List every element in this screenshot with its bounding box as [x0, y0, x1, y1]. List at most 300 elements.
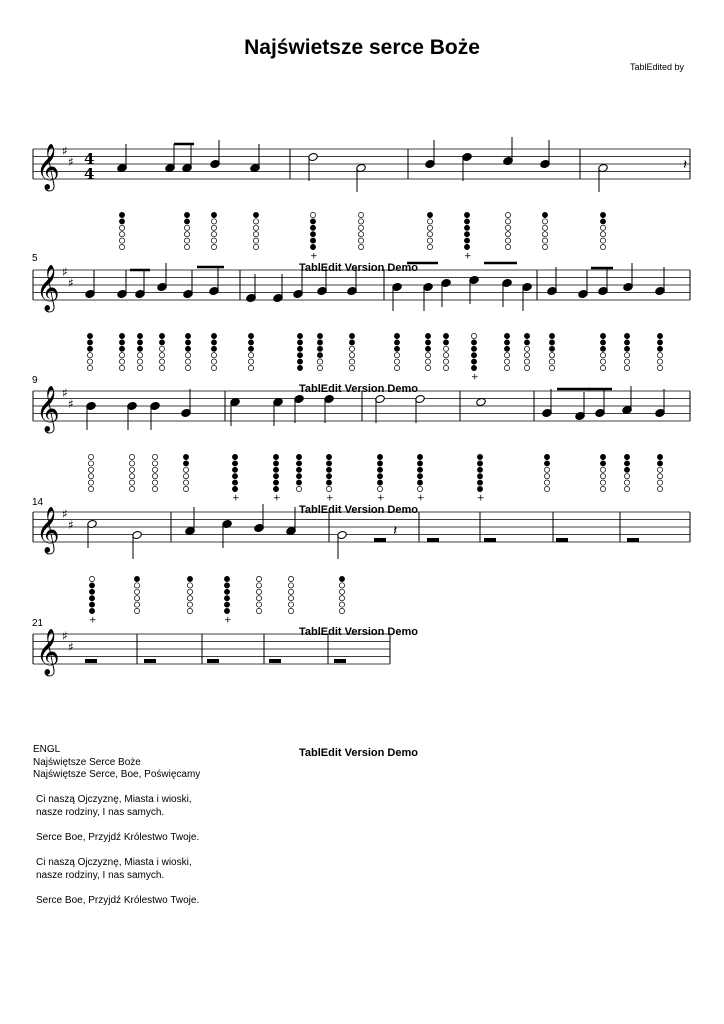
sharp-icon: ♯ [62, 265, 68, 279]
tab-hole-open-icon [288, 608, 293, 613]
tab-hole-open-icon [427, 219, 432, 224]
tab-hole-open-icon [349, 353, 354, 358]
tab-hole-open-icon [624, 474, 629, 479]
rest-icon [627, 538, 639, 542]
tab-hole-open-icon [394, 353, 399, 358]
tab-hole-open-icon [152, 461, 157, 466]
tab-hole-closed-icon [183, 454, 188, 459]
tab-hole-closed-icon [471, 353, 476, 358]
tab-hole-closed-icon [524, 340, 529, 345]
tab-hole-closed-icon [185, 340, 190, 345]
tab-hole-closed-icon [464, 219, 469, 224]
sharp-icon: ♯ [68, 518, 74, 532]
quarter-rest-icon: 𝄽 [393, 523, 398, 539]
tab-hole-open-icon [657, 474, 662, 479]
tab-hole-closed-icon [471, 365, 476, 370]
plus-icon: + [464, 251, 472, 262]
tab-hole-open-icon [183, 467, 188, 472]
tab-hole-open-icon [425, 353, 430, 358]
rest-icon [144, 659, 156, 663]
tab-hole-closed-icon [624, 346, 629, 351]
tab-hole-closed-icon [273, 467, 278, 472]
tab-hole-closed-icon [377, 467, 382, 472]
tab-hole-closed-icon [137, 346, 142, 351]
tab-hole-open-icon [88, 480, 93, 485]
sharp-icon: ♯ [62, 144, 68, 158]
tab-hole-open-icon [549, 365, 554, 370]
tab-hole-open-icon [657, 353, 662, 358]
tab-hole-open-icon [134, 608, 139, 613]
tab-hole-closed-icon [464, 225, 469, 230]
tab-hole-closed-icon [273, 480, 278, 485]
system-number-14: 14 [32, 497, 44, 508]
tab-hole-closed-icon [443, 333, 448, 338]
tab-hole-closed-icon [504, 340, 509, 345]
watermark-1: TablEdit Version Demo [299, 262, 418, 274]
tab-hole-open-icon [600, 225, 605, 230]
tab-hole-open-icon [657, 365, 662, 370]
tab-hole-closed-icon [184, 212, 189, 217]
watermark-5: TablEdit Version Demo [299, 747, 418, 759]
tab-hole-open-icon [88, 467, 93, 472]
tab-hole-open-icon [544, 480, 549, 485]
tab-hole-open-icon [600, 353, 605, 358]
tab-hole-open-icon [248, 353, 253, 358]
lyrics-line: Serce Boe, Przyjdź Królestwo Twoje. [36, 832, 200, 844]
tab-hole-closed-icon [297, 359, 302, 364]
tab-hole-closed-icon [417, 480, 422, 485]
tab-hole-open-icon [256, 583, 261, 588]
time-sig-top: 4 [84, 150, 95, 168]
rest-icon [334, 659, 346, 663]
tab-hole-open-icon [88, 454, 93, 459]
tab-hole-closed-icon [339, 576, 344, 581]
tab-hole-open-icon [339, 596, 344, 601]
tab-hole-open-icon [211, 238, 216, 243]
tab-hole-closed-icon [464, 238, 469, 243]
tab-hole-closed-icon [296, 474, 301, 479]
tab-hole-open-icon [349, 346, 354, 351]
rest-icon [427, 538, 439, 542]
tab-hole-closed-icon [119, 340, 124, 345]
tab-hole-closed-icon [394, 340, 399, 345]
tab-hole-open-icon [443, 359, 448, 364]
tab-hole-closed-icon [273, 454, 278, 459]
tab-hole-open-icon [187, 583, 192, 588]
tab-hole-open-icon [317, 365, 322, 370]
tab-hole-open-icon [339, 602, 344, 607]
tab-hole-open-icon [544, 486, 549, 491]
tab-hole-open-icon [152, 486, 157, 491]
plus-icon: + [224, 615, 232, 626]
tab-hole-open-icon [253, 238, 258, 243]
tab-hole-open-icon [211, 353, 216, 358]
tab-hole-open-icon [600, 480, 605, 485]
tab-hole-open-icon [184, 244, 189, 249]
tab-hole-closed-icon [232, 486, 237, 491]
tab-hole-closed-icon [417, 461, 422, 466]
tab-hole-closed-icon [477, 480, 482, 485]
tab-hole-open-icon [549, 353, 554, 358]
tab-hole-open-icon [211, 219, 216, 224]
plus-icon: + [377, 493, 385, 504]
tab-hole-open-icon [339, 589, 344, 594]
tab-hole-open-icon [358, 232, 363, 237]
tab-hole-open-icon [600, 244, 605, 249]
sharp-icon: ♯ [68, 397, 74, 411]
tab-hole-open-icon [119, 238, 124, 243]
tab-hole-closed-icon [657, 340, 662, 345]
treble-clef-icon: 𝄞 [36, 629, 60, 675]
tab-hole-closed-icon [224, 602, 229, 607]
tab-hole-closed-icon [549, 340, 554, 345]
tab-hole-open-icon [427, 238, 432, 243]
tab-hole-open-icon [657, 480, 662, 485]
tab-hole-open-icon [159, 353, 164, 358]
tab-hole-closed-icon [87, 340, 92, 345]
tab-hole-open-icon [427, 244, 432, 249]
tab-hole-closed-icon [542, 212, 547, 217]
tab-hole-closed-icon [224, 589, 229, 594]
tab-hole-closed-icon [464, 232, 469, 237]
tab-hole-open-icon [87, 353, 92, 358]
tab-hole-closed-icon [624, 454, 629, 459]
tab-hole-open-icon [317, 359, 322, 364]
lyrics-line: Najświętsze Serce, Boe, Poświęcamy [33, 769, 201, 781]
tab-hole-open-icon [425, 359, 430, 364]
tab-hole-closed-icon [600, 333, 605, 338]
tab-hole-closed-icon [657, 461, 662, 466]
plus-icon: + [417, 493, 425, 504]
tab-hole-closed-icon [326, 454, 331, 459]
tab-hole-open-icon [443, 365, 448, 370]
tab-hole-open-icon [443, 353, 448, 358]
tab-hole-open-icon [524, 359, 529, 364]
tab-hole-open-icon [88, 474, 93, 479]
tab-hole-closed-icon [477, 467, 482, 472]
tab-hole-open-icon [524, 346, 529, 351]
plus-icon: + [310, 251, 318, 262]
tab-hole-closed-icon [349, 340, 354, 345]
system-number-21: 21 [32, 618, 44, 629]
tab-hole-closed-icon [600, 454, 605, 459]
tab-hole-closed-icon [417, 454, 422, 459]
tab-hole-closed-icon [224, 576, 229, 581]
tab-hole-closed-icon [394, 346, 399, 351]
tab-hole-open-icon [544, 467, 549, 472]
tab-hole-open-icon [187, 602, 192, 607]
tab-hole-open-icon [119, 232, 124, 237]
tab-hole-open-icon [600, 232, 605, 237]
tab-hole-closed-icon [273, 474, 278, 479]
tab-hole-open-icon [394, 359, 399, 364]
tab-hole-open-icon [184, 225, 189, 230]
tab-hole-open-icon [505, 219, 510, 224]
tab-hole-open-icon [152, 480, 157, 485]
tab-hole-closed-icon [349, 333, 354, 338]
lyrics-block [33, 744, 200, 908]
tab-hole-open-icon [358, 219, 363, 224]
tab-hole-closed-icon [185, 333, 190, 338]
tab-hole-open-icon [88, 486, 93, 491]
tab-hole-open-icon [211, 365, 216, 370]
watermark-2: TablEdit Version Demo [299, 383, 418, 395]
tab-hole-closed-icon [310, 238, 315, 243]
tab-hole-open-icon [624, 359, 629, 364]
tab-hole-closed-icon [232, 467, 237, 472]
tab-hole-open-icon [248, 365, 253, 370]
time-signature [84, 150, 94, 183]
tab-hole-open-icon [471, 333, 476, 338]
tab-hole-open-icon [256, 608, 261, 613]
tab-hole-open-icon [152, 474, 157, 479]
tab-hole-closed-icon [310, 232, 315, 237]
sharp-icon: ♯ [62, 507, 68, 521]
tab-hole-closed-icon [326, 480, 331, 485]
tab-hole-open-icon [657, 359, 662, 364]
tab-hole-open-icon [624, 480, 629, 485]
tab-hole-closed-icon [471, 359, 476, 364]
tab-hole-open-icon [524, 365, 529, 370]
tab-hole-open-icon [183, 486, 188, 491]
tab-hole-closed-icon [624, 333, 629, 338]
tab-hole-closed-icon [134, 576, 139, 581]
tab-hole-closed-icon [224, 583, 229, 588]
tab-hole-closed-icon [119, 333, 124, 338]
tab-hole-open-icon [129, 454, 134, 459]
tab-hole-closed-icon [232, 474, 237, 479]
tab-hole-open-icon [339, 608, 344, 613]
tab-hole-open-icon [256, 589, 261, 594]
tab-hole-open-icon [211, 359, 216, 364]
tab-hole-closed-icon [377, 474, 382, 479]
tab-hole-closed-icon [310, 219, 315, 224]
song-title: Najświetsze serce Boże [244, 36, 480, 59]
tab-hole-closed-icon [297, 340, 302, 345]
treble-clef-icon: 𝄞 [36, 265, 60, 311]
tab-hole-open-icon [504, 353, 509, 358]
tab-hole-closed-icon [89, 608, 94, 613]
tab-hole-open-icon [159, 346, 164, 351]
tab-hole-open-icon [185, 365, 190, 370]
tab-hole-closed-icon [394, 333, 399, 338]
tab-hole-closed-icon [296, 454, 301, 459]
tab-hole-open-icon [137, 353, 142, 358]
tab-hole-open-icon [253, 219, 258, 224]
tab-hole-closed-icon [297, 346, 302, 351]
lyrics-line: nasze rodziny, I nas samych. [36, 806, 165, 818]
tab-hole-open-icon [377, 486, 382, 491]
tab-hole-open-icon [288, 602, 293, 607]
lyrics-line: Ci naszą Ojczyznę, Miasta i wioski, [36, 794, 192, 806]
tab-hole-closed-icon [377, 454, 382, 459]
tab-hole-open-icon [358, 244, 363, 249]
tab-hole-open-icon [256, 576, 261, 581]
tab-hole-closed-icon [600, 346, 605, 351]
sharp-icon: ♯ [62, 629, 68, 643]
tab-hole-closed-icon [425, 340, 430, 345]
tab-hole-open-icon [134, 596, 139, 601]
tab-hole-open-icon [600, 359, 605, 364]
tab-hole-open-icon [129, 474, 134, 479]
tab-hole-open-icon [288, 576, 293, 581]
sharp-icon: ♯ [68, 640, 74, 654]
watermark-4: TablEdit Version Demo [299, 626, 418, 638]
tab-hole-closed-icon [119, 212, 124, 217]
tab-hole-closed-icon [89, 602, 94, 607]
tab-hole-open-icon [358, 225, 363, 230]
tab-hole-closed-icon [187, 576, 192, 581]
tab-hole-open-icon [119, 225, 124, 230]
tab-hole-closed-icon [549, 346, 554, 351]
tab-hole-open-icon [211, 225, 216, 230]
tab-hole-closed-icon [326, 461, 331, 466]
tab-hole-closed-icon [477, 486, 482, 491]
treble-clef-icon: 𝄞 [36, 507, 60, 553]
tab-hole-open-icon [504, 359, 509, 364]
tab-hole-open-icon [657, 486, 662, 491]
rest-icon [269, 659, 281, 663]
tab-hole-closed-icon [211, 340, 216, 345]
tab-hole-closed-icon [248, 340, 253, 345]
tab-hole-open-icon [288, 596, 293, 601]
tab-hole-open-icon [358, 238, 363, 243]
tab-hole-open-icon [129, 461, 134, 466]
sharp-icon: ♯ [68, 155, 74, 169]
tab-hole-closed-icon [504, 333, 509, 338]
tab-hole-open-icon [542, 238, 547, 243]
tab-hole-closed-icon [89, 589, 94, 594]
tab-hole-closed-icon [89, 583, 94, 588]
tab-hole-open-icon [624, 486, 629, 491]
tab-hole-closed-icon [119, 346, 124, 351]
tab-hole-open-icon [600, 486, 605, 491]
tab-hole-open-icon [256, 602, 261, 607]
quarter-rest-icon: 𝄽 [683, 157, 688, 173]
rest-icon [207, 659, 219, 663]
tab-hole-closed-icon [600, 212, 605, 217]
tab-hole-open-icon [253, 225, 258, 230]
tab-hole-open-icon [134, 583, 139, 588]
tab-hole-closed-icon [248, 346, 253, 351]
tab-hole-open-icon [624, 365, 629, 370]
tab-hole-closed-icon [296, 461, 301, 466]
sharp-icon: ♯ [68, 276, 74, 290]
tab-hole-open-icon [417, 486, 422, 491]
tab-hole-open-icon [119, 244, 124, 249]
plus-icon: + [471, 372, 479, 383]
tab-hole-open-icon [256, 596, 261, 601]
tab-hole-open-icon [187, 589, 192, 594]
tab-hole-closed-icon [624, 340, 629, 345]
tab-hole-closed-icon [137, 340, 142, 345]
sharp-icon: ♯ [62, 386, 68, 400]
tab-hole-open-icon [159, 359, 164, 364]
tab-hole-closed-icon [427, 212, 432, 217]
rest-icon [85, 659, 97, 663]
rest-icon [556, 538, 568, 542]
tab-hole-open-icon [339, 583, 344, 588]
tab-hole-open-icon [134, 589, 139, 594]
tab-hole-open-icon [211, 244, 216, 249]
tab-hole-open-icon [119, 353, 124, 358]
tab-hole-open-icon [87, 365, 92, 370]
tab-hole-open-icon [129, 467, 134, 472]
tab-hole-closed-icon [232, 480, 237, 485]
tab-hole-closed-icon [657, 346, 662, 351]
tab-hole-open-icon [137, 365, 142, 370]
tab-hole-open-icon [443, 346, 448, 351]
tab-hole-closed-icon [211, 333, 216, 338]
tab-hole-closed-icon [600, 219, 605, 224]
tab-hole-open-icon [505, 244, 510, 249]
tab-hole-open-icon [159, 365, 164, 370]
tab-hole-closed-icon [310, 225, 315, 230]
plus-icon: + [477, 493, 485, 504]
tab-hole-open-icon [505, 225, 510, 230]
tab-hole-open-icon [425, 365, 430, 370]
tab-hole-open-icon [624, 353, 629, 358]
tab-hole-closed-icon [477, 474, 482, 479]
tab-hole-closed-icon [544, 454, 549, 459]
lyrics-line: Ci naszą Ojczyznę, Miasta i wioski, [36, 857, 192, 869]
system-number-9: 9 [32, 375, 38, 386]
tab-hole-closed-icon [296, 480, 301, 485]
tab-hole-closed-icon [600, 461, 605, 466]
tab-hole-open-icon [248, 359, 253, 364]
tab-hole-open-icon [129, 486, 134, 491]
tab-hole-closed-icon [549, 333, 554, 338]
tab-hole-open-icon [600, 365, 605, 370]
tab-hole-closed-icon [624, 467, 629, 472]
rest-icon [484, 538, 496, 542]
tab-hole-open-icon [119, 365, 124, 370]
tab-hole-open-icon [544, 474, 549, 479]
tab-hole-closed-icon [600, 340, 605, 345]
tab-hole-closed-icon [273, 461, 278, 466]
tab-hole-open-icon [542, 219, 547, 224]
tab-hole-open-icon [326, 486, 331, 491]
tab-hole-closed-icon [477, 461, 482, 466]
tab-hole-open-icon [505, 212, 510, 217]
tab-hole-closed-icon [211, 346, 216, 351]
tab-hole-open-icon [137, 359, 142, 364]
tab-hole-closed-icon [87, 346, 92, 351]
tab-hole-closed-icon [211, 212, 216, 217]
tab-hole-closed-icon [317, 340, 322, 345]
lyrics-line: nasze rodziny, I nas samych. [36, 869, 165, 881]
tab-hole-closed-icon [657, 333, 662, 338]
tab-hole-open-icon [296, 486, 301, 491]
tab-hole-closed-icon [232, 461, 237, 466]
tab-hole-closed-icon [471, 340, 476, 345]
tab-hole-open-icon [505, 232, 510, 237]
tab-hole-open-icon [253, 244, 258, 249]
tab-hole-open-icon [542, 225, 547, 230]
tab-hole-open-icon [288, 589, 293, 594]
tab-hole-open-icon [657, 467, 662, 472]
watermark-3: TablEdit Version Demo [299, 504, 418, 516]
tab-hole-open-icon [600, 467, 605, 472]
tab-hole-closed-icon [273, 486, 278, 491]
lyrics-line: Najświętsze Serce Boże [33, 756, 141, 768]
tab-hole-open-icon [185, 359, 190, 364]
tab-hole-open-icon [185, 353, 190, 358]
tab-hole-closed-icon [232, 454, 237, 459]
tab-hole-closed-icon [443, 340, 448, 345]
credit-text: TablEdited by [629, 62, 684, 72]
tab-hole-closed-icon [317, 353, 322, 358]
